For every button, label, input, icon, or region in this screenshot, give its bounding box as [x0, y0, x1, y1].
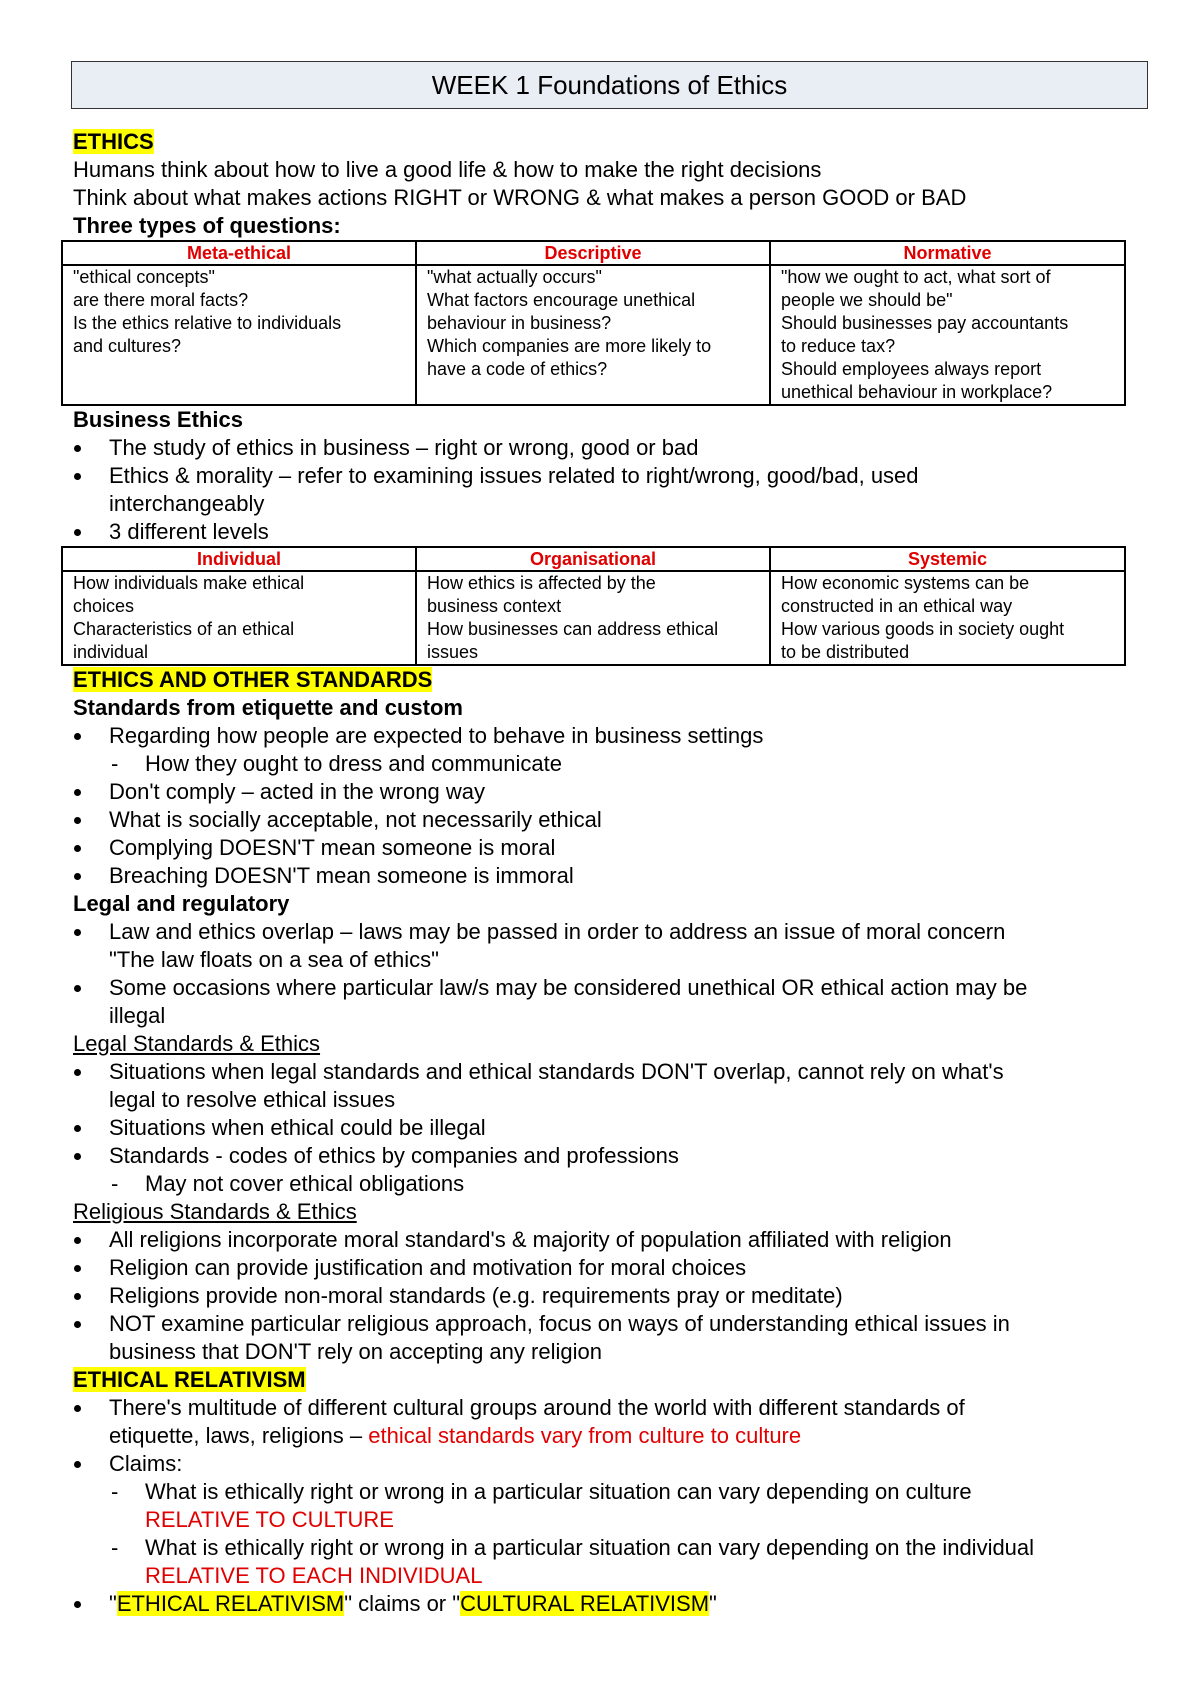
question-types-table: [61, 240, 1126, 406]
list-item: Standards - codes of ethics by companies and professions: [73, 1142, 1133, 1170]
list-item-continuation: "The law floats on a sea of ethics": [109, 947, 439, 972]
list-item: What is socially acceptable, not necessarily ethical: [73, 806, 1133, 834]
page-title: WEEK 1 Foundations of Ethics: [71, 61, 1148, 109]
sub-list-item: - What is ethically right or wrong in a particular situation can vary depending on the individual: [73, 1534, 1133, 1562]
sub-list-item-continuation: RELATIVE TO CULTURE: [145, 1507, 394, 1532]
table-cell: "ethical concepts" are there moral facts? Is the ethics relative to individuals and cultures?: [62, 265, 416, 405]
subheading-underlined: Religious Standards & Ethics: [73, 1199, 357, 1224]
sub-list-item-continuation: RELATIVE TO EACH INDIVIDUAL: [145, 1563, 483, 1588]
list-item: Don't comply – acted in the wrong way: [73, 778, 1133, 806]
list-item-continuation: legal to resolve ethical issues: [109, 1087, 396, 1112]
highlight: CULTURAL RELATIVISM: [460, 1591, 710, 1616]
list-item: Religion can provide justification and motivation for moral choices: [73, 1254, 1133, 1282]
list-item: 3 different levels: [73, 518, 1133, 546]
list-item: Law and ethics overlap – laws may be passed in order to address an issue of moral concern: [73, 918, 1133, 946]
list-item: The study of ethics in business – right or wrong, good or bad: [73, 434, 1133, 462]
subheading: Business Ethics: [73, 407, 243, 432]
list-item: Complying DOESN'T mean someone is moral: [73, 834, 1133, 862]
list-item: Situations when legal standards and ethical standards DON'T overlap, cannot rely on what's: [73, 1058, 1133, 1086]
table-cell: How economic systems can be constructed in an ethical way How various goods in society ought to be distributed: [770, 571, 1125, 665]
table-header: Organisational: [416, 547, 770, 571]
paragraph: Humans think about how to live a good life & how to make the right decisions: [73, 157, 822, 182]
levels-table: [61, 546, 1126, 666]
subheading: Three types of questions:: [73, 213, 341, 238]
list-item-continuation: interchangeably: [109, 491, 265, 516]
highlight: ETHICAL RELATIVISM: [116, 1591, 345, 1616]
section-heading-other-standards: ETHICS AND OTHER STANDARDS: [73, 667, 433, 692]
paragraph: Think about what makes actions RIGHT or WRONG & what makes a person GOOD or BAD: [73, 185, 967, 210]
document-body: [73, 128, 1133, 1618]
list-item-continuation: illegal: [109, 1003, 166, 1028]
list-item-continuation: etiquette, laws, religions – ethical standards vary from culture to culture: [109, 1423, 802, 1448]
table-header: Meta-ethical: [62, 241, 416, 265]
table-cell: How ethics is affected by the business context How businesses can address ethical issues: [416, 571, 770, 665]
section-heading-relativism: ETHICAL RELATIVISM: [73, 1367, 306, 1392]
table-header: Descriptive: [416, 241, 770, 265]
list-item: There's multitude of different cultural groups around the world with different standards of: [73, 1394, 1133, 1422]
list-item: "ETHICAL RELATIVISM" claims or "CULTURAL RELATIVISM": [73, 1590, 1133, 1618]
table-header: Systemic: [770, 547, 1125, 571]
list-item: Ethics & morality – refer to examining issues related to right/wrong, good/bad, used: [73, 462, 1133, 490]
sub-list-item: - How they ought to dress and communicate: [73, 750, 1133, 778]
list-item: Situations when ethical could be illegal: [73, 1114, 1133, 1142]
table-header: Normative: [770, 241, 1125, 265]
table-header: Individual: [62, 547, 416, 571]
sub-list-item: - May not cover ethical obligations: [73, 1170, 1133, 1198]
sub-list-item: - What is ethically right or wrong in a particular situation can vary depending on culture: [73, 1478, 1133, 1506]
table-cell: "what actually occurs" What factors encourage unethical behaviour in business? Which companies are more likely to have a code of ethics?: [416, 265, 770, 405]
list-item: Breaching DOESN'T mean someone is immoral: [73, 862, 1133, 890]
list-item-continuation: business that DON'T rely on accepting any religion: [109, 1339, 602, 1364]
section-heading-ethics: ETHICS: [73, 129, 154, 154]
list-item: Claims:: [73, 1450, 1133, 1478]
table-cell: "how we ought to act, what sort of people we should be" Should businesses pay accountants to reduce tax? Should employees always report unethical behaviour in workplace?: [770, 265, 1125, 405]
subheading-underlined: Legal Standards & Ethics: [73, 1031, 321, 1056]
subheading: Legal and regulatory: [73, 891, 290, 916]
list-item: NOT examine particular religious approach, focus on ways of understanding ethical issues in: [73, 1310, 1133, 1338]
list-item: Religions provide non-moral standards (e.g. requirements pray or meditate): [73, 1282, 1133, 1310]
list-item: Regarding how people are expected to behave in business settings: [73, 722, 1133, 750]
table-cell: How individuals make ethical choices Characteristics of an ethical individual: [62, 571, 416, 665]
list-item: All religions incorporate moral standard's & majority of population affiliated with religion: [73, 1226, 1133, 1254]
list-item: Some occasions where particular law/s may be considered unethical OR ethical action may be: [73, 974, 1133, 1002]
subheading: Standards from etiquette and custom: [73, 695, 463, 720]
